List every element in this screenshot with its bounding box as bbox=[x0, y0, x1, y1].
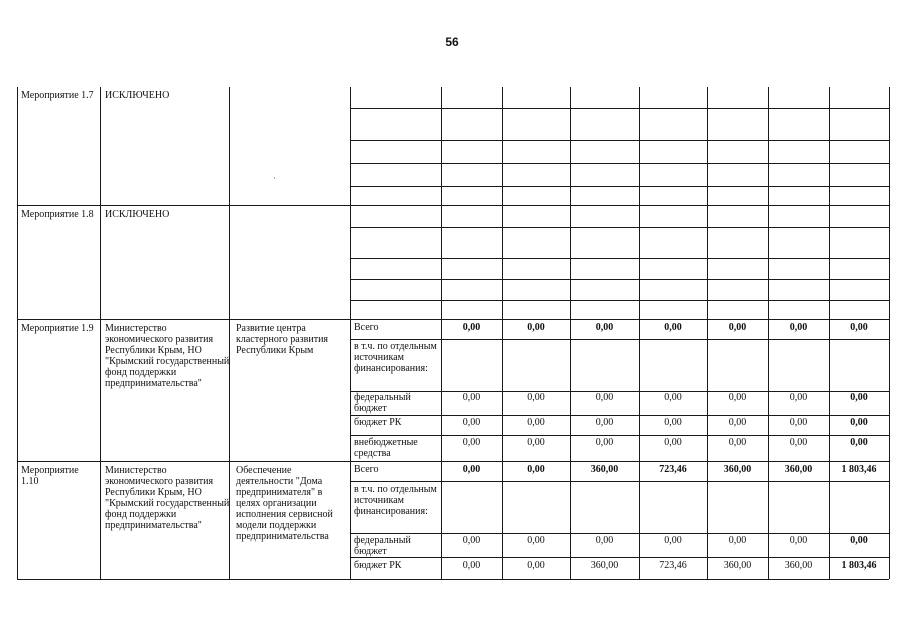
executor-text: ИСКЛЮЧЕНО bbox=[105, 90, 170, 101]
amount-cell: 360,00 bbox=[784, 560, 813, 571]
sub-row-line bbox=[350, 339, 889, 340]
amount-cell: 1 803,46 bbox=[841, 560, 877, 571]
amount-cell: 0,00 bbox=[527, 535, 545, 546]
table-column-line bbox=[829, 87, 830, 579]
amount-cell: 0,00 bbox=[462, 417, 481, 428]
amount-cell: 0,00 bbox=[789, 417, 808, 428]
amount-cell: 0,00 bbox=[462, 322, 481, 333]
amount-cell: 360,00 bbox=[723, 560, 752, 571]
amount-cell: 0,00 bbox=[850, 417, 868, 428]
amount-cell: 723,46 bbox=[659, 464, 687, 475]
amount-cell: 0,00 bbox=[527, 417, 545, 428]
amount-cell: 0,00 bbox=[728, 392, 747, 403]
sub-row-line bbox=[350, 227, 889, 228]
table-row-line bbox=[17, 579, 889, 580]
goal-text: Развитие центра кластерного развития Республики Крым bbox=[236, 323, 329, 356]
financing-label: Всего bbox=[354, 464, 379, 475]
table-column-line bbox=[502, 87, 503, 579]
table-row-line bbox=[17, 205, 889, 206]
sub-row-line bbox=[350, 140, 889, 141]
table-row-line bbox=[17, 319, 889, 320]
amount-cell: 0,00 bbox=[595, 535, 614, 546]
sub-row-line bbox=[350, 108, 889, 109]
amount-cell: 0,00 bbox=[462, 560, 481, 571]
amount-cell: 0,00 bbox=[527, 560, 545, 571]
event-label: Мероприятие 1.10 bbox=[21, 465, 79, 487]
amount-cell: 0,00 bbox=[728, 437, 747, 448]
sub-row-line bbox=[350, 557, 889, 558]
financing-label: федеральный бюджет bbox=[354, 535, 411, 557]
sub-row-line bbox=[350, 258, 889, 259]
amount-cell: 0,00 bbox=[789, 322, 808, 333]
amount-cell: 0,00 bbox=[664, 437, 682, 448]
table-column-line bbox=[350, 87, 351, 579]
page-number: 56 bbox=[445, 35, 459, 49]
sub-row-line bbox=[350, 435, 889, 436]
amount-cell: 0,00 bbox=[664, 392, 682, 403]
sub-row-line bbox=[350, 481, 889, 482]
sub-row-line bbox=[350, 163, 889, 164]
table-column-line bbox=[17, 87, 18, 579]
financing-label: федеральный бюджет bbox=[354, 392, 411, 414]
sub-row-line bbox=[350, 415, 889, 416]
amount-cell: 0,00 bbox=[664, 322, 682, 333]
amount-cell: 0,00 bbox=[595, 392, 614, 403]
amount-cell: 360,00 bbox=[590, 464, 619, 475]
budget-table bbox=[17, 87, 889, 579]
event-label: Мероприятие 1.8 bbox=[21, 209, 94, 220]
amount-cell: 0,00 bbox=[728, 322, 747, 333]
amount-cell: 0,00 bbox=[664, 535, 682, 546]
amount-cell: 360,00 bbox=[590, 560, 619, 571]
goal-text: Обеспечение деятельности "Дома предпринимателя" в целях организации исполнения сервисной модели поддержки предпринимательства bbox=[236, 465, 333, 542]
sub-row-line bbox=[350, 279, 889, 280]
table-column-line bbox=[889, 87, 890, 579]
amount-cell: 0,00 bbox=[462, 535, 481, 546]
financing-label: в т.ч. по отдельным источникам финансирования: bbox=[354, 484, 437, 517]
amount-cell: 360,00 bbox=[723, 464, 752, 475]
sub-row-line bbox=[350, 186, 889, 187]
sub-row-line bbox=[350, 300, 889, 301]
event-label: Мероприятие 1.7 bbox=[21, 90, 94, 101]
table-column-line bbox=[707, 87, 708, 579]
amount-cell: 0,00 bbox=[789, 535, 808, 546]
table-column-line bbox=[639, 87, 640, 579]
financing-label: Всего bbox=[354, 322, 379, 333]
amount-cell: 0,00 bbox=[850, 392, 868, 403]
amount-cell: 0,00 bbox=[789, 392, 808, 403]
amount-cell: 0,00 bbox=[462, 464, 481, 475]
sub-row-line bbox=[350, 533, 889, 534]
executor-text: ИСКЛЮЧЕНО bbox=[105, 209, 170, 220]
financing-label: бюджет РК bbox=[354, 417, 402, 428]
event-label: Мероприятие 1.9 bbox=[21, 323, 94, 334]
table-column-line bbox=[229, 87, 230, 579]
table-column-line bbox=[768, 87, 769, 579]
amount-cell: 0,00 bbox=[595, 437, 614, 448]
table-column-line bbox=[441, 87, 442, 579]
amount-cell: 0,00 bbox=[527, 322, 545, 333]
amount-cell: 0,00 bbox=[527, 464, 545, 475]
table-column-line bbox=[100, 87, 101, 579]
amount-cell: 0,00 bbox=[595, 322, 614, 333]
amount-cell: 0,00 bbox=[462, 392, 481, 403]
amount-cell: 0,00 bbox=[527, 437, 545, 448]
table-row-line bbox=[17, 461, 889, 462]
executor-text: Министерство экономического развития Республики Крым, НО "Крымский государственный фонд поддержки предпринимательства" bbox=[105, 465, 230, 531]
financing-label: в т.ч. по отдельным источникам финансирования: bbox=[354, 341, 437, 374]
amount-cell: 0,00 bbox=[595, 417, 614, 428]
amount-cell: 360,00 bbox=[784, 464, 813, 475]
stray-mark: · bbox=[273, 173, 276, 183]
amount-cell: 0,00 bbox=[850, 535, 868, 546]
amount-cell: 1 803,46 bbox=[841, 464, 877, 475]
financing-label: бюджет РК bbox=[354, 560, 402, 571]
amount-cell: 723,46 bbox=[659, 560, 687, 571]
amount-cell: 0,00 bbox=[462, 437, 481, 448]
amount-cell: 0,00 bbox=[789, 437, 808, 448]
amount-cell: 0,00 bbox=[664, 417, 682, 428]
amount-cell: 0,00 bbox=[728, 417, 747, 428]
financing-label: внебюджетные средства bbox=[354, 437, 418, 459]
amount-cell: 0,00 bbox=[728, 535, 747, 546]
amount-cell: 0,00 bbox=[850, 322, 868, 333]
table-column-line bbox=[570, 87, 571, 579]
amount-cell: 0,00 bbox=[850, 437, 868, 448]
amount-cell: 0,00 bbox=[527, 392, 545, 403]
executor-text: Министерство экономического развития Республики Крым, НО "Крымский государственный фонд поддержки предпринимательства" bbox=[105, 323, 230, 389]
